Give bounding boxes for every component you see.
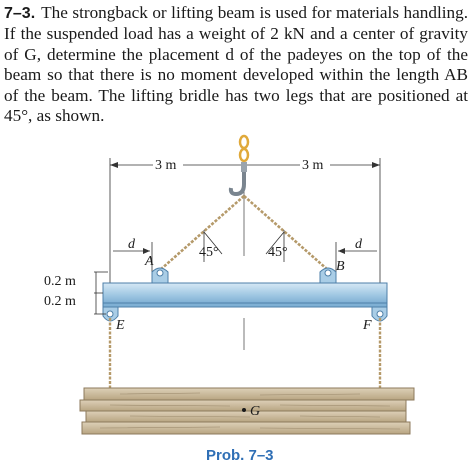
strongback-beam <box>103 283 387 303</box>
center-of-gravity-marker <box>242 408 246 412</box>
point-f-label: F <box>363 318 372 333</box>
point-a-label: A <box>145 254 154 269</box>
beam-flange-bottom <box>103 303 387 307</box>
dimension-left-label: 3 m <box>155 158 177 173</box>
padeye-left-hole <box>157 270 163 276</box>
lug-right-hole <box>377 311 383 317</box>
dimension-right-label: 3 m <box>302 158 324 173</box>
d-right-label: d <box>355 237 362 252</box>
height-top-label: 0.2 m <box>44 274 76 289</box>
point-b-label: B <box>336 259 345 274</box>
angle-left-label: 45° <box>199 245 219 260</box>
figure-caption: Prob. 7–3 <box>206 447 274 464</box>
d-right-arrow <box>338 248 345 254</box>
point-g-label: G <box>250 404 261 419</box>
height-bottom-label: 0.2 m <box>44 294 76 309</box>
padeye-right-hole <box>325 270 331 276</box>
lug-left-hole <box>107 311 113 317</box>
problem-number: 7–3. <box>4 5 36 22</box>
angle-right-label: 45° <box>268 245 288 260</box>
d-left-label: d <box>128 237 135 252</box>
dim-arrow-left <box>110 162 118 168</box>
point-e-label: E <box>116 318 125 333</box>
problem-body: The strongback or lifting beam is used for materials handling. If the suspended load has a weight of 2 kN and a center of gravity of G, determine the placement d of the padeyes on the top of the beam so that there is no moment developed within the length AB of the beam. The lifting bridle has two legs that are positioned at 45°, as shown. <box>4 3 468 126</box>
lumber-load <box>80 388 414 434</box>
dim-arrow-right <box>372 162 380 168</box>
